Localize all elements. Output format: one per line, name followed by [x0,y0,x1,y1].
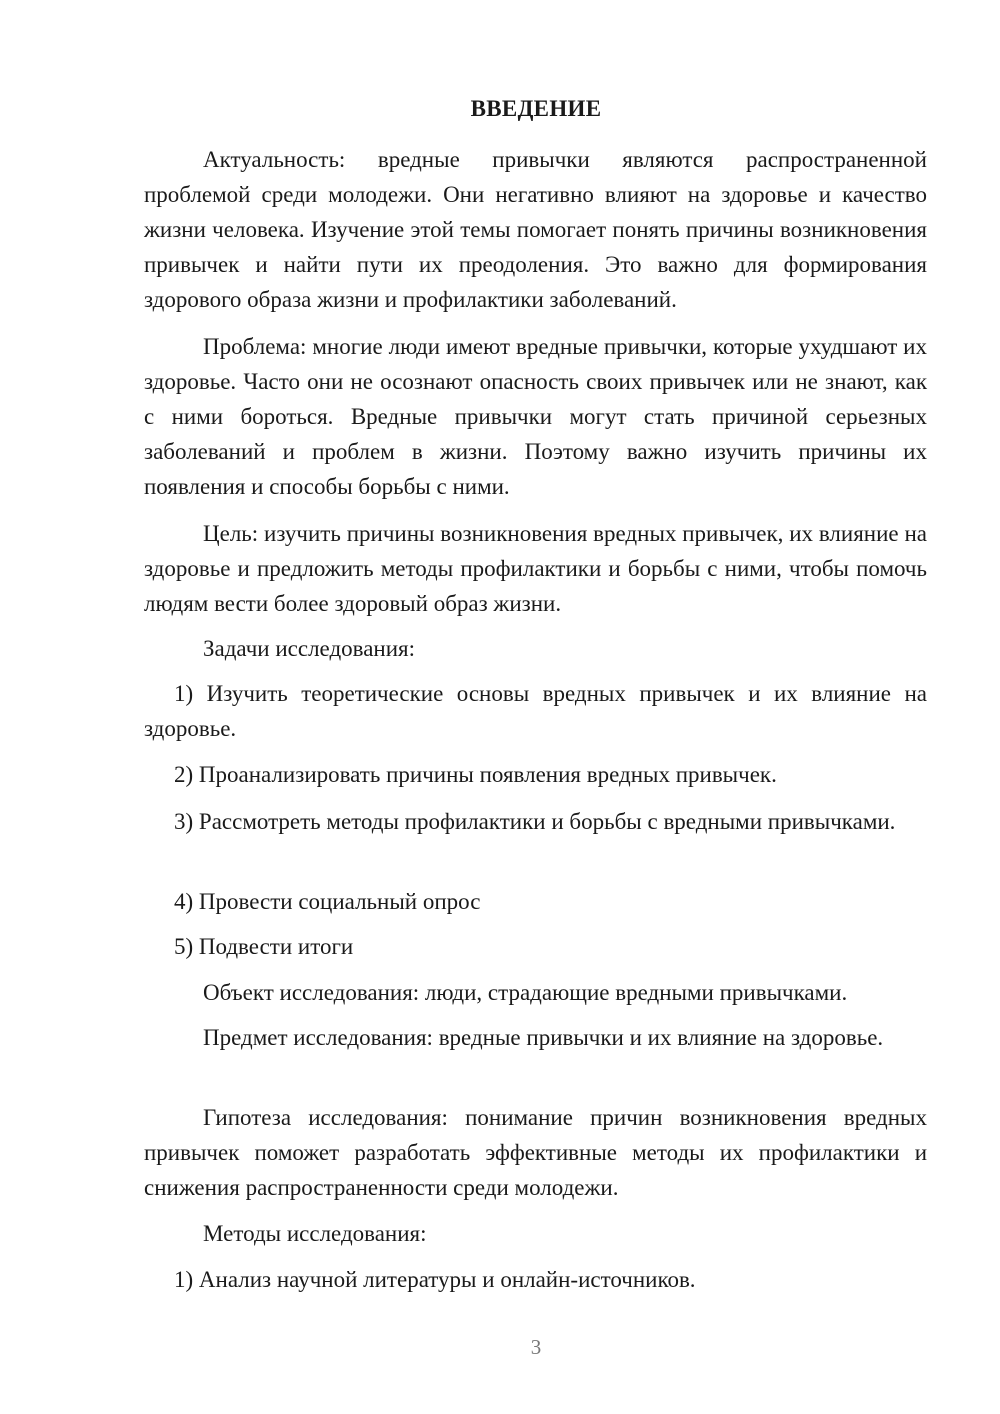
problem-paragraph: Проблема: многие люди имеют вредные привычки, которые ухудшают их здоровье. Часто они не осознают опасность своих привычек или не знают, как с ними бороться. Вредные привычки могут стать причиной серьезных заболеваний и проблем в жизни. Поэтому важно изучить причины их появления и способы борьбы с ними. [144,334,927,499]
page-title: ВВЕДЕНИЕ [470,96,602,121]
task-item-2: 2) Проанализировать причины появления вредных привычек. [174,762,777,787]
subject-paragraph: Предмет исследования: вредные привычки и их влияние на здоровье. [203,1025,884,1050]
task-item-1: 1) Изучить теоретические основы вредных привычек и их влияние на здоровье. [144,681,927,741]
goal-paragraph: Цель: изучить причины возникновения вредных привычек, их влияние на здоровье и предложить методы профилактики и борьбы с ними, чтобы помочь людям вести более здоровый образ жизни. [144,521,927,616]
relevance-paragraph: Актуальность: вредные привычки являются распространенной проблемой среди молодежи. Они негативно влияют на здоровье и качество жизни человека. Изучение этой темы помогает понять причины возникновения привычек и найти пути их преодоления. Это важно для формирования здорового образа жизни и профилактики заболеваний. [144,147,927,312]
page-number: 3 [530,1335,542,1359]
task-item-5: 5) Подвести итоги [174,934,354,959]
methods-heading: Методы исследования: [203,1221,427,1246]
object-paragraph: Объект исследования: люди, страдающие вредными привычками. [203,980,848,1005]
task-item-3: 3) Рассмотреть методы профилактики и борьбы с вредными привычками. [174,809,896,834]
method-item-1: 1) Анализ научной литературы и онлайн-источников. [174,1267,696,1292]
hypothesis-paragraph: Гипотеза исследования: понимание причин возникновения вредных привычек поможет разработать эффективные методы их профилактики и снижения распространенности среди молодежи. [144,1105,927,1200]
task-item-4: 4) Провести социальный опрос [174,889,481,914]
tasks-heading: Задачи исследования: [203,636,416,661]
